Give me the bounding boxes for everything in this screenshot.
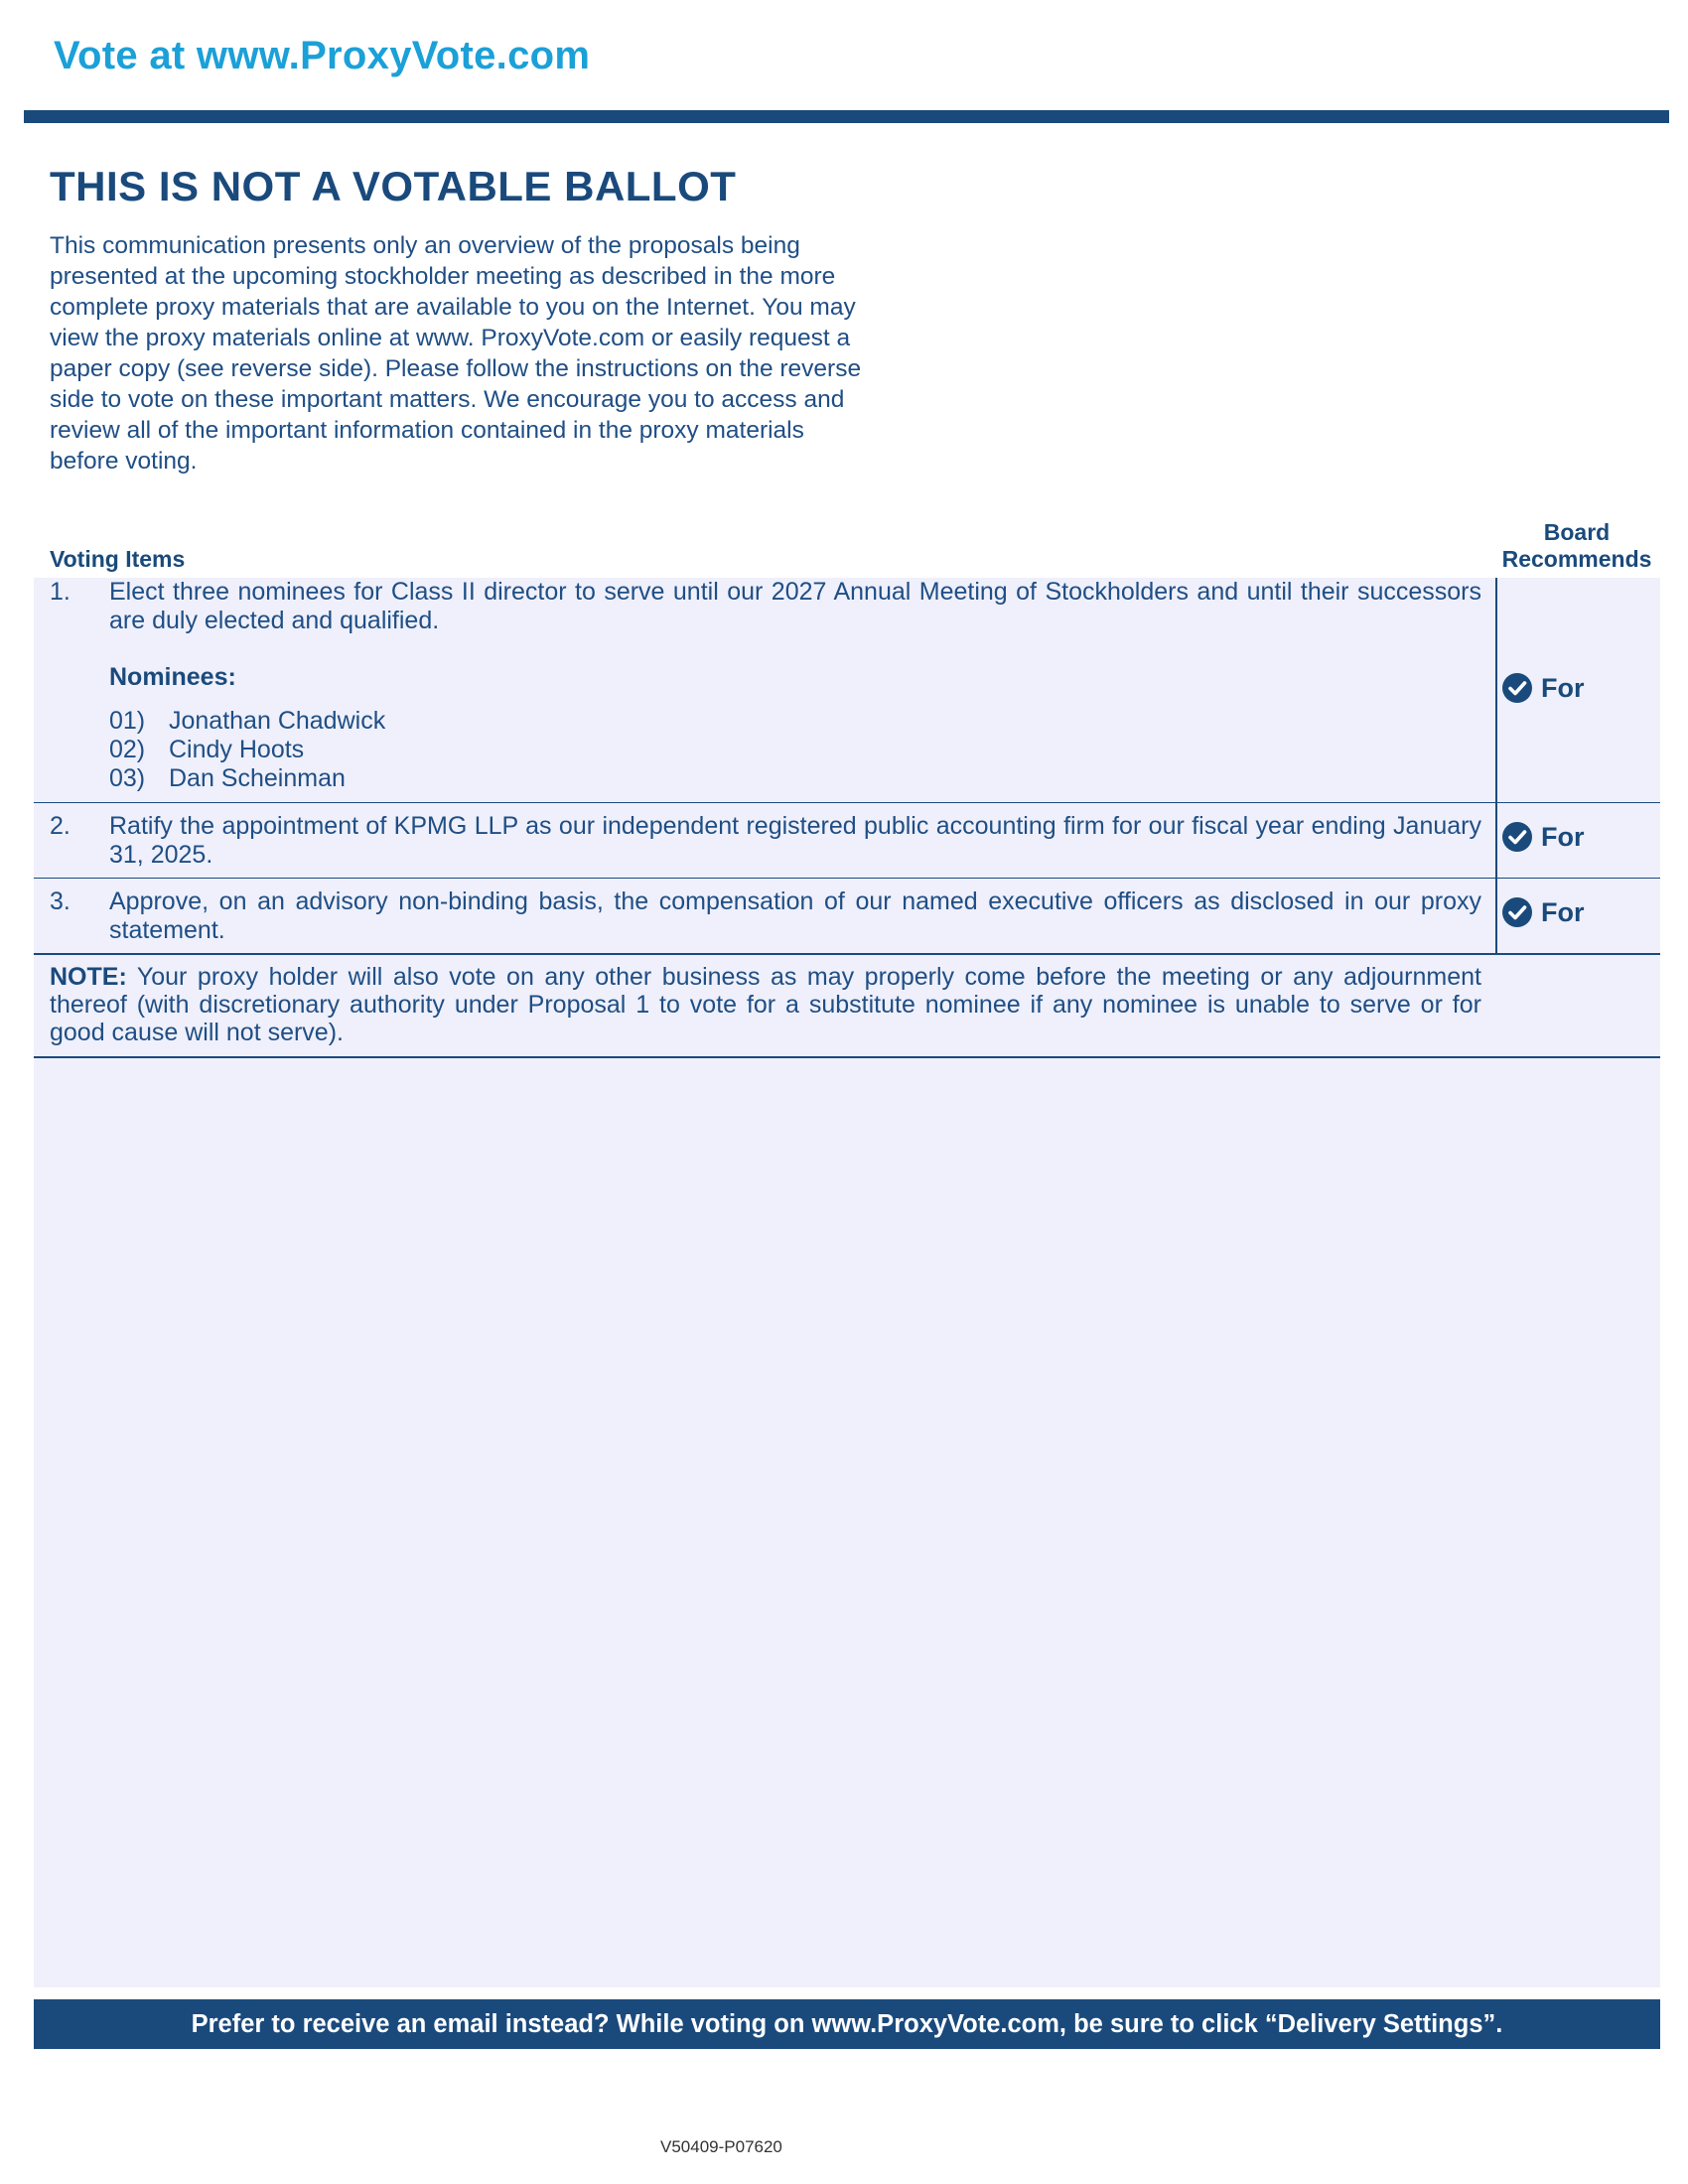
job-code: V50409-P07620 [660,2137,782,2156]
ballot-heading: THIS IS NOT A VOTABLE BALLOT [50,163,737,209]
board-recommends-line2: Recommends [1501,546,1652,572]
item-1-text: Elect three nominees for Class II director to serve until our 2027 Annual Meeting of Stockholders and until their successors are duly elected and qualified. [109,578,1481,634]
nominee-name: Cindy Hoots [169,736,305,763]
recommendation-label: For [1541,896,1585,927]
recommendation-label: For [1541,821,1585,852]
check-circle-icon [1501,672,1533,704]
item-3-recommendation [1501,896,1585,928]
voting-items-header: Voting Items [50,546,186,572]
board-recommends-line1: Board [1543,519,1611,545]
board-recommends-header [1497,519,1656,573]
nominee-number: 01) [109,707,146,735]
delivery-settings-text: Prefer to receive an email instead? While voting on www.ProxyVote.com, be sure to click “Delivery Settings”. [191,2009,1503,2038]
row-divider [34,802,1660,803]
note-label: NOTE: [50,963,127,991]
note-text: Your proxy holder will also vote on any other business as may properly come before the meeting or any adjournment thereof (with discretionary authority under Proposal 1 to vote for a substitute nominee if any nominee is unable to serve or for good cause will not serve). [50,963,1481,1046]
nominee-row [109,707,385,736]
nominee-number: 02) [109,736,146,763]
item-2-text: Ratify the appointment of KPMG LLP as our independent registered public accounting firm for our fiscal year ending January 31, 2025. [109,812,1481,869]
row-divider [34,878,1660,879]
nominee-row [109,764,346,793]
check-circle-icon [1501,896,1533,928]
nominee-row [109,736,304,764]
nominee-number: 03) [109,764,146,792]
item-2-number: 2. [50,812,70,840]
intro-paragraph: This communication presents only an overview of the proposals being presented at the upcoming stockholder meeting as described in the more complete proxy materials that are available to you on the Internet. You may view the proxy materials online at www. ProxyVote.com or easily request a paper copy (see reverse side). Please follow the instructions on the reverse side to vote on these important matters. We encourage you to access and review all of the important information contained in the proxy materials before voting. [50,232,862,475]
check-circle-icon [1501,821,1533,853]
nominees-label: Nominees: [109,663,236,691]
nominee-name: Jonathan Chadwick [169,707,386,735]
header-link-title[interactable]: Vote at www.ProxyVote.com [54,34,591,77]
item-3-text: Approve, on an advisory non-binding basis, the compensation of our named executive officers as disclosed in our proxy statement. [109,887,1481,944]
header-divider [24,110,1669,123]
item-2-recommendation [1501,821,1585,853]
nominee-name: Dan Scheinman [169,764,346,792]
note-divider [34,1056,1660,1058]
note-paragraph [50,963,1481,1046]
item-3-number: 3. [50,887,70,915]
recommendation-label: For [1541,672,1585,703]
recommendation-column-divider [1495,578,1497,955]
item-1-recommendation [1501,672,1585,704]
row-divider [34,953,1660,955]
item-1-number: 1. [50,578,70,606]
delivery-settings-banner [34,1999,1660,2049]
